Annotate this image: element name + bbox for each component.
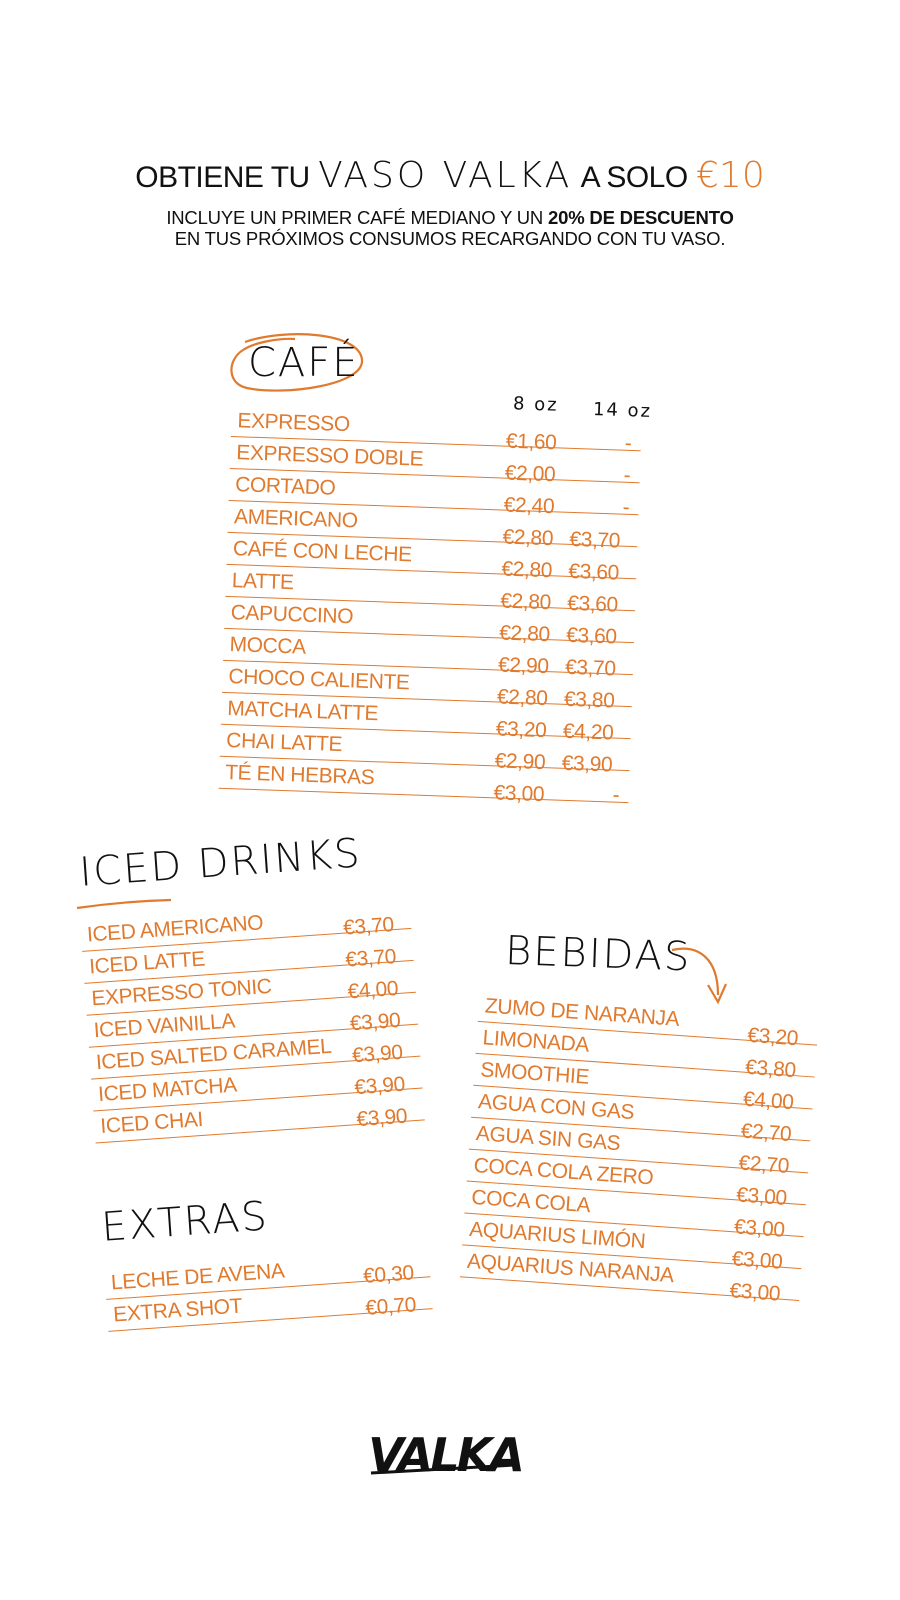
- cafe-item-name: CAFÉ CON LECHE: [232, 537, 413, 567]
- cafe-item-name: LATTE: [231, 569, 295, 595]
- extras-item-price: €0,30: [362, 1261, 415, 1288]
- promo-title-price: €10: [696, 155, 765, 196]
- cafe-item-price-large: -: [624, 431, 632, 455]
- cafe-item-price: €2,00: [504, 461, 556, 487]
- promo-title-pre: OBTIENE TU: [135, 161, 310, 194]
- bebidas-item-price: €3,00: [731, 1247, 784, 1274]
- iced-item-price: €3,70: [342, 913, 395, 940]
- extras-title: EXTRAS: [100, 1193, 271, 1251]
- bebidas-item-name: COCA COLA: [470, 1185, 591, 1218]
- extras-item-name: EXTRA SHOT: [112, 1294, 243, 1327]
- cafe-item-name: MOCCA: [229, 633, 307, 659]
- bebidas-item-price: €2,70: [739, 1119, 793, 1147]
- cafe-item-name: CHOCO CALIENTE: [228, 665, 410, 695]
- cafe-item-price-large: -: [612, 783, 620, 807]
- promo-sub-line2: EN TUS PRÓXIMOS CONSUMOS RECARGANDO CON TU VASO.: [174, 228, 726, 249]
- cafe-item-name: CHAI LATTE: [225, 729, 343, 757]
- svg-text:VALKA: VALKA: [368, 1428, 522, 1482]
- bebidas-item-name: AGUA CON GAS: [477, 1090, 635, 1125]
- cafe-item-name: TÉ EN HEBRAS: [224, 760, 375, 790]
- cafe-item-price: €2,90: [494, 749, 546, 775]
- cafe-item-price: €2,80: [498, 621, 551, 647]
- cafe-item-price-large: €3,70: [564, 655, 616, 681]
- iced-title-underline: [75, 898, 175, 912]
- cafe-item-price: €2,80: [499, 589, 552, 615]
- cafe-title: CAFÉ: [248, 340, 360, 386]
- bebidas-item-price: €3,00: [735, 1183, 788, 1210]
- promo-title-script: VASO VALKA: [318, 155, 573, 196]
- valka-logo: [365, 1425, 525, 1485]
- iced-item-name: ICED VAINILLA: [92, 1009, 236, 1043]
- bebidas-item-price: €4,00: [742, 1087, 795, 1115]
- cafe-menu-list: [219, 405, 642, 807]
- extras-menu-list: [104, 1245, 433, 1332]
- cafe-item-price: €2,80: [501, 557, 553, 583]
- promo-title-mid: A SOLO: [580, 161, 688, 194]
- iced-item-name: ICED AMERICANO: [86, 911, 264, 947]
- bebidas-item-price: €3,00: [733, 1215, 786, 1242]
- iced-item-price: €3,70: [344, 945, 397, 972]
- cafe-col-14oz: 14 oz: [592, 398, 653, 423]
- bebidas-item-name: ZUMO DE NARANJA: [484, 994, 680, 1031]
- cafe-item-price-large: -: [623, 463, 631, 487]
- iced-item-name: ICED MATCHA: [97, 1073, 238, 1107]
- bebidas-item-name: AQUARIUS LIMÓN: [468, 1217, 647, 1254]
- bebidas-item-price: €3,00: [728, 1279, 781, 1306]
- cafe-item-price: €2,80: [496, 685, 548, 711]
- cafe-item-name: CORTADO: [234, 473, 336, 500]
- promo-title: [0, 155, 900, 196]
- cafe-item-name: EXPRESSO DOBLE: [235, 441, 424, 471]
- cafe-item-price-large: €3,60: [566, 591, 619, 617]
- cafe-item-name: MATCHA LATTE: [227, 697, 379, 726]
- cafe-item-name: AMERICANO: [233, 505, 359, 533]
- promo-subtitle: [0, 207, 900, 249]
- iced-item-price: €3,90: [349, 1008, 402, 1036]
- cafe-item-price-large: €3,80: [563, 687, 615, 713]
- bebidas-item-price: €3,80: [744, 1055, 797, 1083]
- iced-item-price: €4,00: [346, 977, 399, 1004]
- bebidas-item-name: SMOOTHIE: [479, 1058, 590, 1089]
- cafe-item-price: €2,80: [502, 525, 554, 551]
- cafe-item-price: €3,20: [495, 717, 547, 743]
- cafe-item-name: CAPUCCINO: [230, 601, 354, 629]
- bebidas-item-price: €3,20: [746, 1023, 799, 1051]
- iced-item-price: €3,90: [351, 1040, 404, 1068]
- cafe-item-price-large: €4,20: [562, 719, 614, 745]
- promo-sub-discount: 20% DE DESCUENTO: [548, 207, 734, 228]
- cafe-item-price-large: €3,90: [561, 751, 613, 777]
- iced-item-name: ICED CHAI: [99, 1107, 204, 1139]
- promo-sub-line1: [0, 207, 900, 228]
- cafe-item-name: EXPRESSO: [237, 409, 351, 437]
- iced-menu-list: [80, 897, 425, 1143]
- cafe-item-price-large: €3,70: [569, 527, 621, 553]
- extras-item-price: €0,70: [364, 1293, 417, 1320]
- iced-item-price: €3,90: [355, 1104, 408, 1132]
- iced-item-price: €3,90: [353, 1072, 406, 1100]
- bebidas-item-name: COCA COLA ZERO: [472, 1154, 655, 1190]
- cafe-item-price-large: -: [622, 495, 630, 519]
- cafe-col-8oz: 8 oz: [512, 393, 559, 416]
- bebidas-item-price: €2,70: [737, 1151, 790, 1178]
- cafe-item-price: €2,40: [503, 493, 555, 519]
- iced-item-name: ICED LATTE: [88, 947, 206, 979]
- bebidas-item-name: LIMONADA: [481, 1026, 590, 1057]
- promo-sub-line1-text: INCLUYE UN PRIMER CAFÉ MEDIANO Y UN: [166, 207, 544, 228]
- bebidas-menu-list: [460, 990, 819, 1306]
- cafe-item-price-large: €3,60: [565, 623, 618, 649]
- cafe-item-price: €2,90: [497, 653, 550, 679]
- bebidas-item-name: AGUA SIN GAS: [475, 1122, 622, 1156]
- cafe-item-price: €1,60: [505, 429, 557, 455]
- iced-item-name: ICED SALTED CARAMEL: [95, 1034, 333, 1075]
- iced-item-name: EXPRESSO TONIC: [90, 974, 273, 1011]
- bebidas-item-name: AQUARIUS NARANJA: [466, 1249, 675, 1288]
- cafe-item-price-large: €3,60: [567, 559, 620, 585]
- extras-item-name: LECHE DE AVENA: [110, 1259, 286, 1295]
- iced-title: ICED DRINKS: [78, 830, 363, 896]
- cafe-item-price: €3,00: [493, 781, 545, 807]
- bebidas-title: BEBIDAS: [504, 928, 693, 981]
